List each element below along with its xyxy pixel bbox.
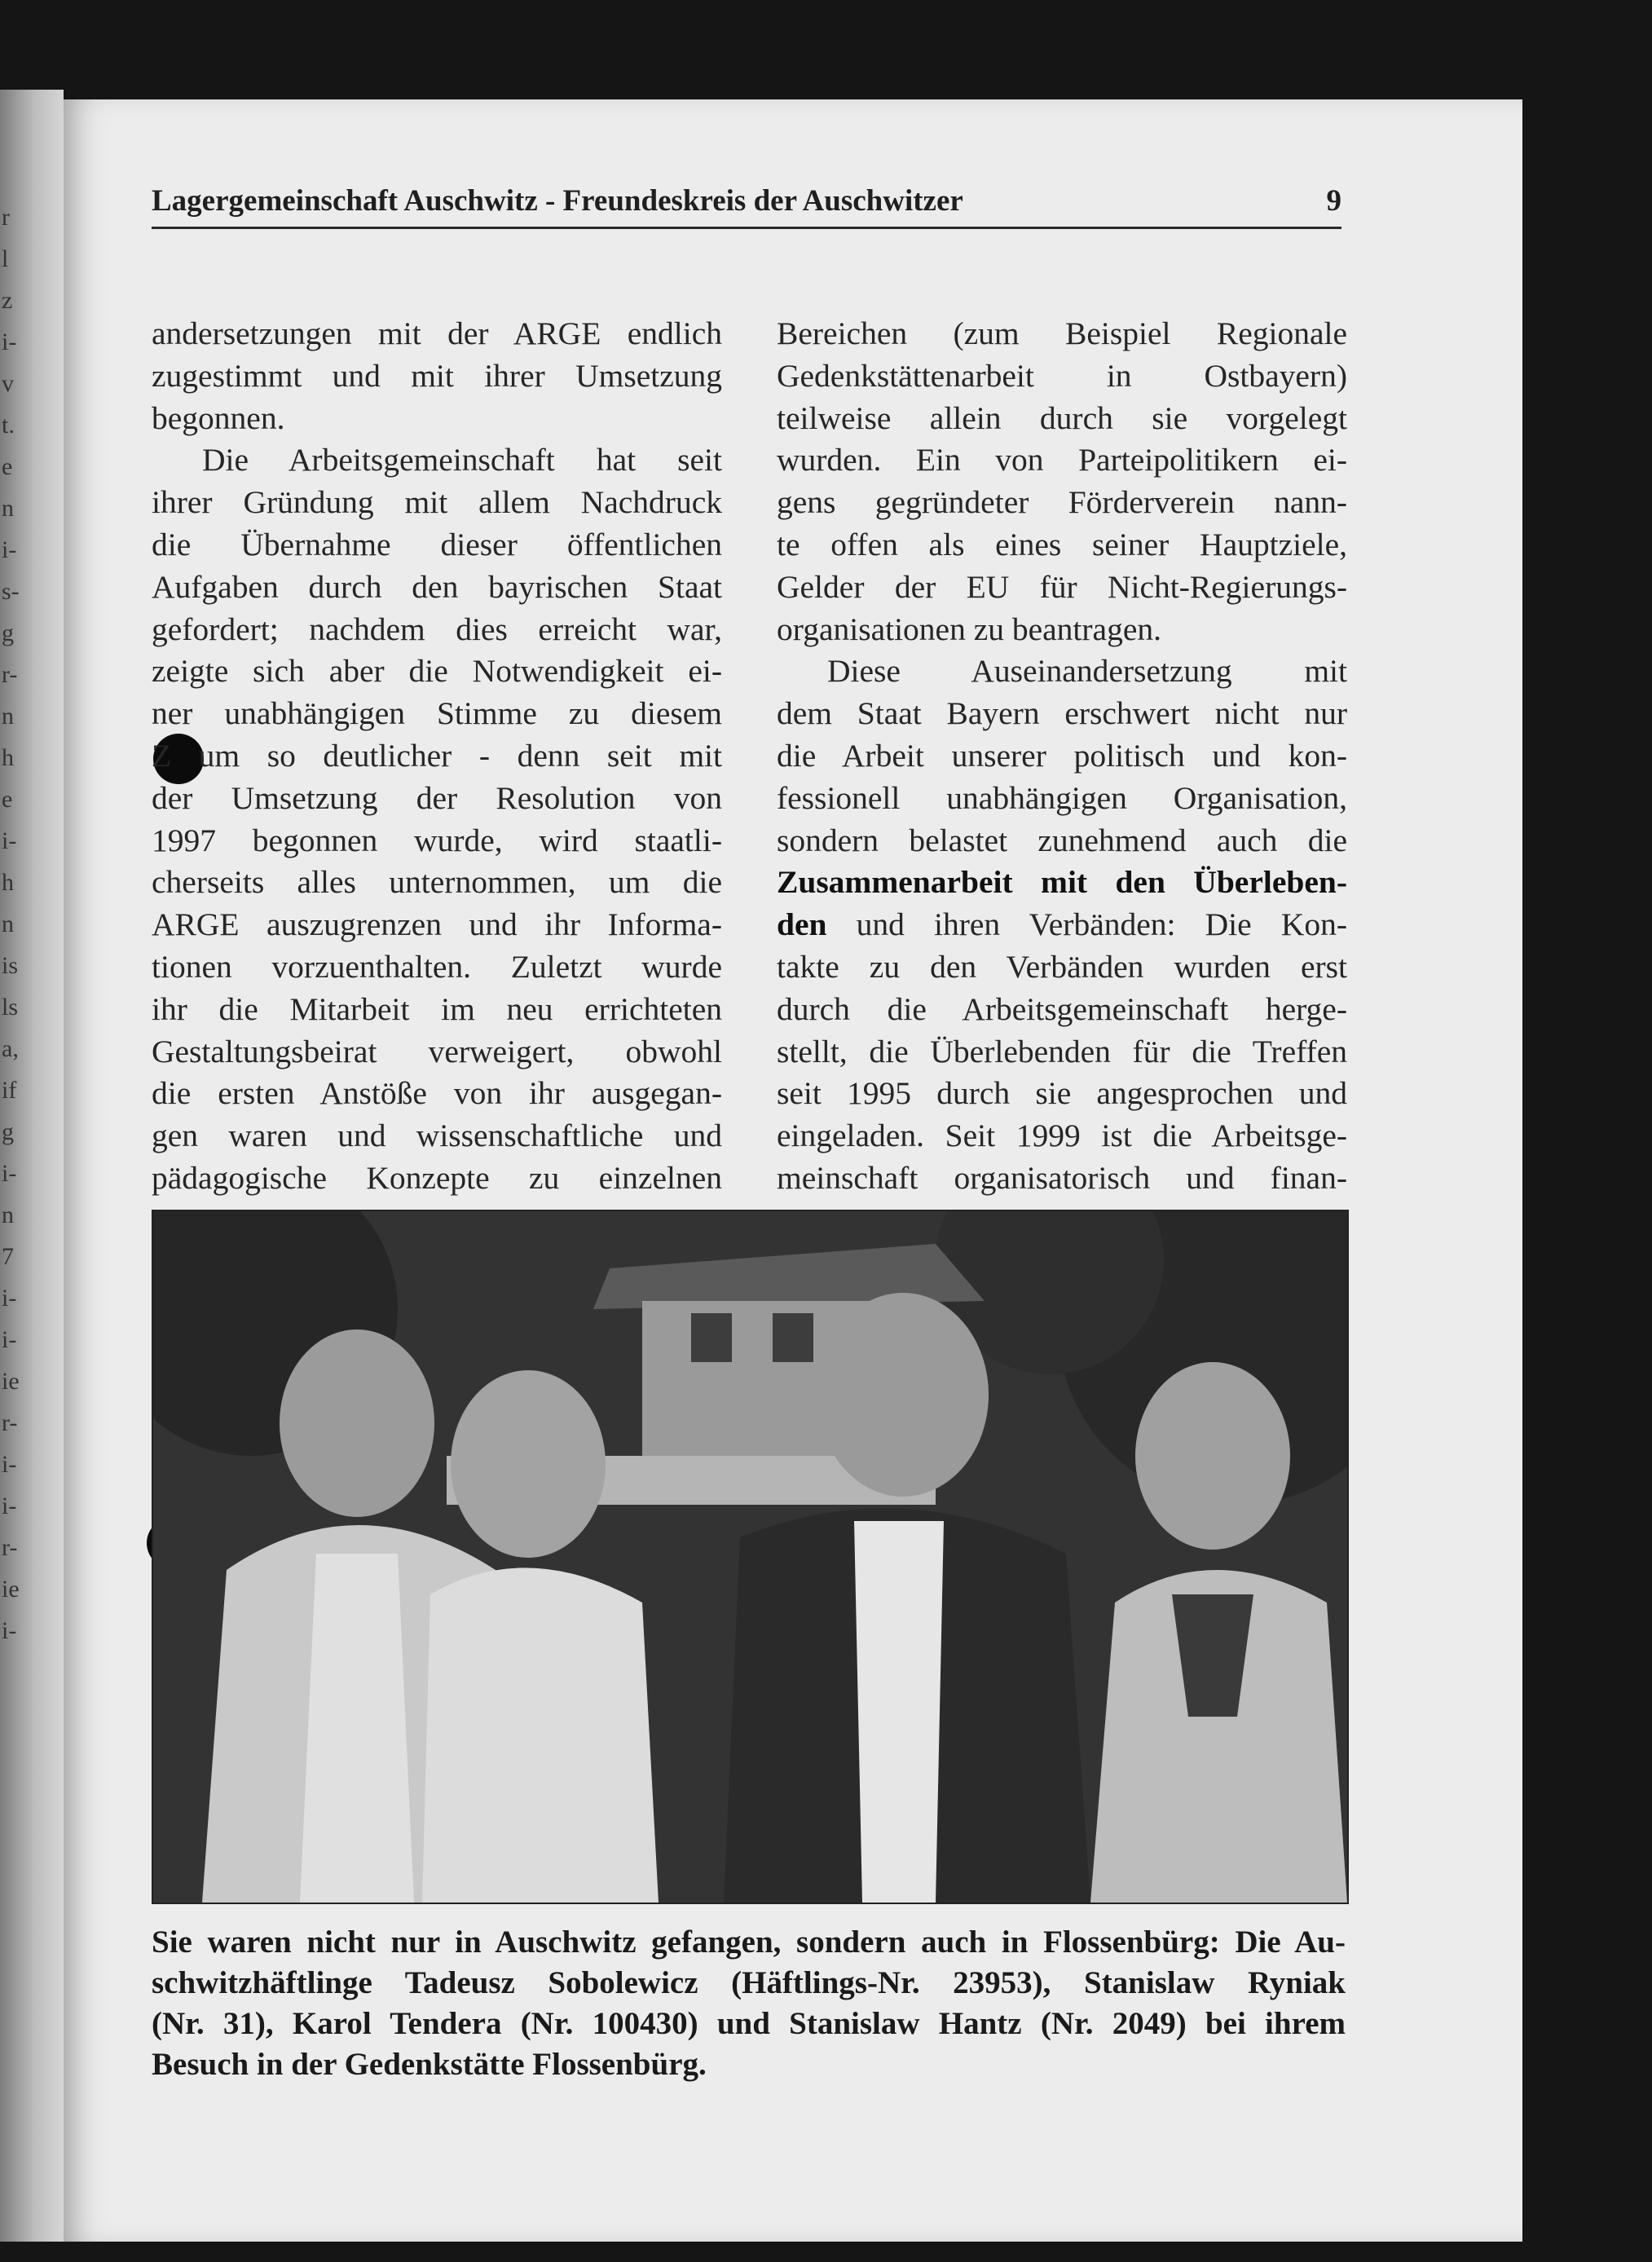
fragment-text: ie (2, 1368, 20, 1395)
running-header (152, 183, 1341, 229)
caption-line: schwitzhäftlinge Tadeusz Sobolewicz (Häftlings-Nr. 23953), Stanislaw Ryniak (152, 1965, 1346, 2000)
text-line: zugestimmt und mit ihrer Umsetzung (152, 357, 722, 394)
fragment-text: is (2, 952, 19, 979)
fragment-text: i- (2, 827, 17, 854)
text-line: zeigte sich aber die Notwendigkeit ei- (152, 653, 722, 690)
fragment-text: g (2, 620, 14, 646)
fragment-text: i- (2, 1617, 17, 1644)
fragment-text: n (2, 1202, 14, 1228)
text-line: pädagogische Konzepte zu einzelnen (152, 1159, 722, 1196)
fragment-text: i- (2, 1493, 17, 1519)
text-line: gens gegründeter Förderverein nann- (777, 484, 1347, 521)
fragment-text: n (2, 703, 14, 730)
text-line: der Umsetzung der Resolution von (152, 779, 722, 816)
text-line: takte zu den Verbänden wurden erst (777, 948, 1347, 985)
fragment-text: n (2, 911, 14, 937)
fragment-text: i- (2, 536, 17, 563)
fragment-text: i- (2, 1160, 17, 1187)
text-line: Z um so deutlicher - denn seit mit (152, 737, 722, 774)
text-line: sondern belastet zunehmend auch die (777, 822, 1347, 858)
text-line: andersetzungen mit der ARGE endlich (152, 315, 722, 351)
fragment-text: e (2, 453, 13, 480)
document-page (64, 99, 1522, 2242)
text-line: Gedenkstättenarbeit in Ostbayern) (777, 357, 1347, 394)
fragment-text: g (2, 1118, 14, 1145)
right-text-column (777, 313, 1347, 1200)
fragment-text: a, (2, 1035, 19, 1062)
fragment-text: n (2, 495, 14, 522)
text-line: Aufgaben durch den bayrischen Staat (152, 568, 722, 605)
text-line: Bereichen (zum Beispiel Regionale (777, 315, 1347, 351)
fragment-text: ls (2, 994, 19, 1021)
fragment-text: if (2, 1077, 17, 1104)
page-number: 9 (1326, 184, 1341, 218)
fragment-text: v (2, 370, 14, 397)
text-line: ner unabhängigen Stimme zu diesem (152, 695, 722, 732)
text-line: die Arbeit unserer politisch und kon- (777, 737, 1347, 774)
caption-line: Besuch in der Gedenkstätte Flossenbürg. (152, 2047, 707, 2082)
text-line: 1997 begonnen wurde, wird staatli- (152, 822, 722, 858)
fragment-text: i- (2, 1451, 17, 1478)
text-line: meinschaft organisatorisch und finan- (777, 1159, 1347, 1196)
fragment-text: i- (2, 328, 17, 355)
fragment-text: i- (2, 1285, 17, 1312)
left-text-column (152, 313, 722, 1200)
text-line: Gelder der EU für Nicht-Regierungs- (777, 568, 1347, 605)
photo-illustration (153, 1211, 1347, 1903)
text-line: die ersten Anstöße von ihr ausgegan- (152, 1075, 722, 1112)
text-line: die Übernahme dieser öffentlichen (152, 526, 722, 562)
fragment-text: z (2, 287, 13, 314)
fragment-text: ie (2, 1576, 20, 1603)
photo-caption (152, 1922, 1346, 2085)
fragment-text: r- (2, 661, 18, 688)
text-line: begonnen. (152, 399, 285, 436)
text-line: gen waren und wissenschaftliche und (152, 1118, 722, 1154)
text-line: wurden. Ein von Parteipolitikern ei- (777, 442, 1347, 478)
text-line: gefordert; nachdem dies erreicht war, (152, 611, 722, 647)
fragment-text: e (2, 786, 13, 813)
fragment-text: i- (2, 1326, 17, 1353)
fragment-text: t. (2, 412, 15, 439)
fragment-text: r (2, 204, 10, 231)
fragment-text: l (2, 245, 9, 272)
text-line: Diese Auseinandersetzung mit (827, 653, 1347, 690)
mixed-text-line: den und ihren Verbänden: Die Kon- (777, 906, 1347, 943)
text-line: te offen als eines seiner Hauptziele, (777, 526, 1347, 562)
adjacent-page-edge (0, 90, 64, 2242)
fragment-text: h (2, 869, 14, 896)
text-line: fessionell unabhängigen Organisation, (777, 779, 1347, 816)
fragment-text: r- (2, 1534, 18, 1561)
text-line: dem Staat Bayern erschwert nicht nur (777, 695, 1347, 732)
text-line: ARGE auszugrenzen und ihr Informa- (152, 906, 722, 943)
bold-text-line: Zusammenarbeit mit den Überleben- (777, 864, 1347, 901)
text-line: Gestaltungsbeirat verweigert, obwohl (152, 1033, 722, 1069)
text-line: tionen vorzuenthalten. Zuletzt wurde (152, 948, 722, 985)
text-line: ihr die Mitarbeit im neu errichteten (152, 990, 722, 1027)
header-title: Lagergemeinschaft Auschwitz - Freundeskreis der Auschwitzer (152, 184, 963, 218)
text-line: stellt, die Überlebenden für die Treffen (777, 1033, 1347, 1069)
text-line: teilweise allein durch sie vorgelegt (777, 399, 1347, 436)
fragment-text: s- (2, 578, 20, 605)
text-line: seit 1995 durch sie angesprochen und (777, 1075, 1347, 1112)
group-photo (152, 1210, 1349, 1904)
text-line: Die Arbeitsgemeinschaft hat seit (202, 442, 722, 478)
fragment-text: 7 (2, 1243, 14, 1270)
text-line: organisationen zu beantragen. (777, 611, 1161, 647)
caption-line: (Nr. 31), Karol Tendera (Nr. 100430) und Stanislaw Hantz (Nr. 2049) bei ihrem (152, 2006, 1346, 2041)
fragment-text: r- (2, 1409, 18, 1436)
caption-line: Sie waren nicht nur in Auschwitz gefangen, sondern auch in Flossenbürg: Die Au- (152, 1925, 1346, 1960)
text-line: cherseits alles unternommen, um die (152, 864, 722, 901)
text-line: ihrer Gründung mit allem Nachdruck (152, 484, 722, 521)
text-line: durch die Arbeitsgemeinschaft herge- (777, 990, 1347, 1027)
fragment-text: h (2, 744, 14, 771)
text-line: eingeladen. Seit 1999 ist die Arbeitsge- (777, 1118, 1347, 1154)
